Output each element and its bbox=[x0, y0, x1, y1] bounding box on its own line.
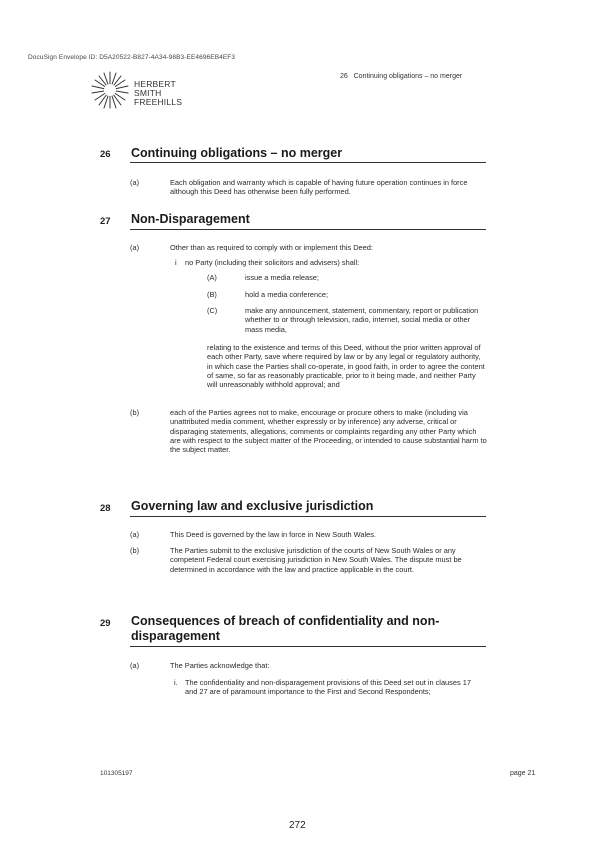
section-29-a-text: The Parties acknowledge that: bbox=[170, 661, 270, 670]
section-27-b-marker: (b) bbox=[130, 408, 140, 417]
logo-line-herbert: HERBERT bbox=[134, 79, 176, 89]
section-29-title bbox=[131, 614, 491, 644]
section-27-A-marker: (A) bbox=[207, 273, 217, 282]
page-number: 272 bbox=[289, 820, 306, 831]
section-26-rule bbox=[130, 162, 486, 163]
section-29-title-line2: disparagement bbox=[131, 629, 220, 643]
section-29-i-marker: i. bbox=[174, 678, 178, 687]
section-27-C-text: make any announcement, statement, commentary, report or publication whether to or through television, radio, internet, social media or other mass media, bbox=[245, 306, 479, 334]
section-28-rule bbox=[130, 516, 486, 517]
page-label: page 21 bbox=[510, 770, 536, 777]
section-27-i-marker: i bbox=[175, 258, 177, 267]
section-28-number: 28 bbox=[100, 503, 111, 514]
logo-line-freehills: FREEHILLS bbox=[134, 97, 183, 107]
section-27-a-text: Other than as required to comply with or implement this Deed: bbox=[170, 243, 373, 252]
section-28-a-text: This Deed is governed by the law in force in New South Wales. bbox=[170, 530, 376, 539]
section-27-b-text: each of the Parties agrees not to make, encourage or procure others to make (including via unattributed media comment, whether expressly or by inference) any adverse, critical or disparaging statements, allegations, comments or complaints regarding any other Party which are with respect to the subject matter of the Proceeding, or intended to cause substantial harm to the subject matter. bbox=[170, 408, 487, 455]
logo-line-smith: SMITH bbox=[134, 88, 162, 98]
herbert-smith-freehills-logo bbox=[90, 70, 130, 110]
section-27-title: Non-Disparagement bbox=[131, 212, 250, 226]
section-26-number: 26 bbox=[100, 149, 111, 160]
section-27-number: 27 bbox=[100, 216, 111, 227]
section-29-a-marker: (a) bbox=[130, 661, 140, 670]
running-head: 26 Continuing obligations – no merger bbox=[340, 73, 463, 80]
docusign-envelope-id: DocuSign Envelope ID: D5A20522-B827-4A34-98B3-EE4696EB4EF3 bbox=[28, 54, 236, 61]
section-27-B-text: hold a media conference; bbox=[245, 290, 328, 299]
section-27-rule bbox=[130, 229, 486, 230]
section-26-a-marker: (a) bbox=[130, 178, 140, 187]
section-29-i-text: The confidentiality and non-disparagement provisions of this Deed set out in clauses 17 and 27 are of paramount importance to the First and Second Respondents; bbox=[185, 678, 471, 697]
section-26-title: Continuing obligations – no merger bbox=[131, 146, 343, 160]
section-27-i-text: no Party (including their solicitors and advisers) shall: bbox=[185, 258, 360, 267]
section-26-a-text: Each obligation and warranty which is capable of having future operation continues in force although this Deed has otherwise been fully performed. bbox=[170, 178, 468, 197]
section-27-B-marker: (B) bbox=[207, 290, 217, 299]
section-28-title: Governing law and exclusive jurisdiction bbox=[131, 499, 374, 513]
section-28-a-marker: (a) bbox=[130, 530, 140, 539]
section-27-tail-text: relating to the existence and terms of this Deed, without the prior written approval of each other Party, save where required by law or by any legal or regulatory authority, in which case the Parties shall co-operate, in good faith, in order to agree the content of same, so far as reasonably practicable, prior to it being made, and neither Party will unreasonably withhold approval; and bbox=[207, 343, 485, 390]
logo-wordmark bbox=[134, 80, 182, 107]
section-28-b-text: The Parties submit to the exclusive jurisdiction of the courts of New South Wales or any competent Federal court exercising jurisdiction in New South Wales. The dispute must be determined in accordance with the law and practice applicable in the court. bbox=[170, 546, 462, 574]
section-28-b-marker: (b) bbox=[130, 546, 140, 555]
section-27-A-text: issue a media release; bbox=[245, 273, 319, 282]
section-29-title-line1: Consequences of breach of confidentiality and non- bbox=[131, 614, 440, 628]
section-27-C-marker: (C) bbox=[207, 306, 218, 315]
section-27-a-marker: (a) bbox=[130, 243, 140, 252]
section-29-rule bbox=[130, 646, 486, 647]
section-29-number: 29 bbox=[100, 618, 111, 629]
document-reference: 101305197 bbox=[100, 770, 133, 777]
